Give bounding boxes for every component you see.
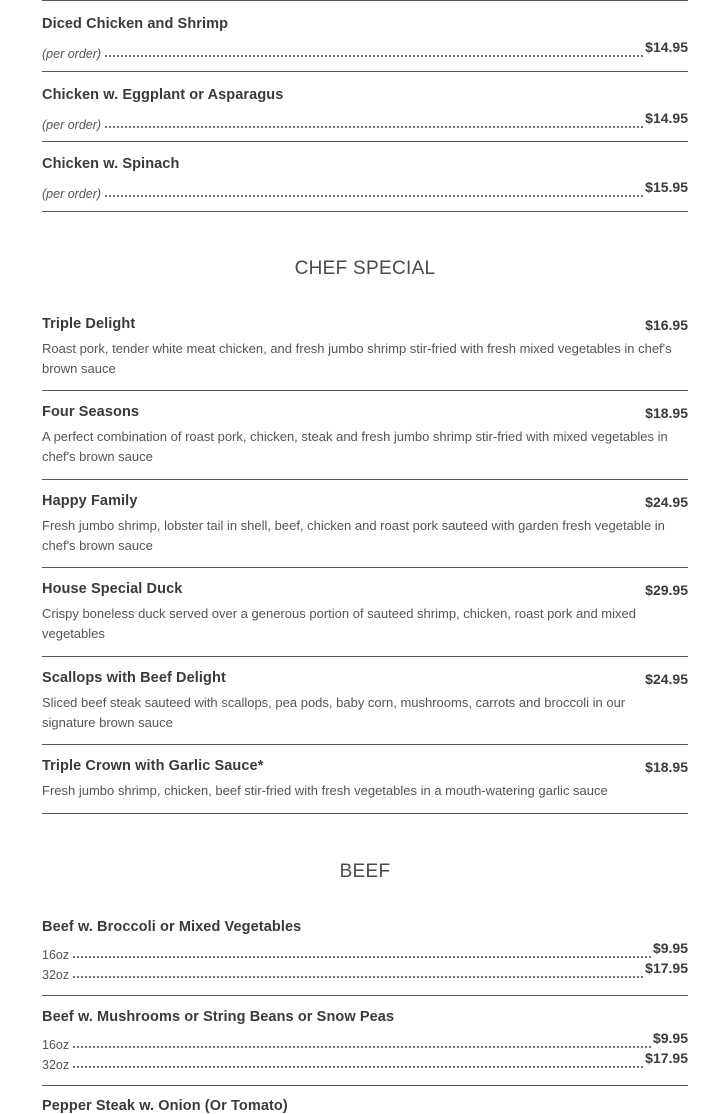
item-price: $14.95 <box>645 39 688 55</box>
price-row <box>42 1032 688 1052</box>
item-price: $17.95 <box>645 960 688 976</box>
price-row <box>42 112 688 132</box>
menu-item <box>42 72 688 141</box>
item-price: $16.95 <box>645 317 688 333</box>
item-name: Pepper Steak w. Onion (Or Tomato) <box>42 1098 288 1114</box>
item-description: Fresh jumbo shrimp, chicken, beef stir-fried with fresh vegetables in a mouth-watering garlic sauce <box>42 783 608 798</box>
chicken-section <box>42 0 688 212</box>
dot-leader <box>73 1066 643 1068</box>
divider <box>42 656 688 657</box>
section-title: BEEF <box>339 861 391 882</box>
menu-item <box>42 493 688 555</box>
item-name: House Special Duck <box>42 581 183 597</box>
item-price: $15.95 <box>645 179 688 195</box>
dot-leader <box>105 55 643 57</box>
divider <box>42 390 688 391</box>
item-name: Beef w. Mushrooms or String Beans or Snow Peas <box>42 1009 395 1025</box>
divider <box>42 211 688 212</box>
menu-item <box>42 581 688 643</box>
item-name: Triple Crown with Garlic Sauce* <box>42 758 264 774</box>
dot-leader <box>73 956 651 958</box>
item-price: $18.95 <box>645 405 688 421</box>
divider <box>42 1085 688 1086</box>
item-name: Chicken w. Spinach <box>42 156 180 172</box>
item-name: Four Seasons <box>42 404 140 420</box>
item-price: $9.95 <box>652 1030 688 1046</box>
item-price: $24.95 <box>645 671 688 687</box>
dot-leader <box>73 1046 651 1048</box>
item-name: Chicken w. Eggplant or Asparagus <box>42 87 284 103</box>
divider <box>42 744 688 745</box>
item-price: $24.95 <box>645 494 688 510</box>
item-description: Fresh jumbo shrimp, lobster tail in shell, beef, chicken and roast pork sauteed with garden fresh vegetable in chef's brown sauce <box>42 518 665 553</box>
size-label: 32oz <box>42 968 70 982</box>
item-name: Happy Family <box>42 493 138 509</box>
item-price: $14.95 <box>645 110 688 126</box>
price-row <box>42 1052 688 1072</box>
portion-label: (per order) <box>42 187 102 201</box>
divider <box>42 995 688 996</box>
price-row <box>42 962 688 982</box>
item-description: Roast pork, tender white meat chicken, and fresh jumbo shrimp stir-fried with fresh mixed vegetables in chef's brown sauce <box>42 341 672 376</box>
item-name: Triple Delight <box>42 316 136 332</box>
item-name: Diced Chicken and Shrimp <box>42 16 229 32</box>
menu-page <box>42 0 688 1114</box>
size-label: 16oz <box>42 1038 70 1052</box>
menu-item <box>42 1 688 71</box>
portion-label: (per order) <box>42 47 102 61</box>
menu-item <box>42 919 688 982</box>
menu-item <box>42 404 688 466</box>
item-price: $17.95 <box>645 1050 688 1066</box>
item-description: Sliced beef steak sauteed with scallops, pea pods, baby corn, mushrooms, carrots and broccoli in our signature brown sauce <box>42 695 626 730</box>
item-price: $18.95 <box>645 759 688 775</box>
divider <box>42 479 688 480</box>
menu-item <box>42 316 688 378</box>
dot-leader <box>105 126 643 128</box>
menu-item <box>42 758 688 801</box>
section-title: CHEF SPECIAL <box>294 258 436 279</box>
item-name: Beef w. Broccoli or Mixed Vegetables <box>42 919 302 935</box>
item-price: $29.95 <box>645 582 688 598</box>
dot-leader <box>105 195 643 197</box>
price-row <box>42 41 688 61</box>
item-description: Crispy boneless duck served over a generous portion of sauteed shrimp, chicken, roast pork and mixed vegetables <box>42 606 636 641</box>
portion-label: (per order) <box>42 118 102 132</box>
item-description: A perfect combination of roast pork, chicken, steak and fresh jumbo shrimp stir-fried with mixed vegetables in chef's brown sauce <box>42 429 668 464</box>
divider <box>42 567 688 568</box>
item-name: Scallops with Beef Delight <box>42 670 226 686</box>
menu-item <box>42 1009 688 1072</box>
menu-item <box>42 670 688 732</box>
dot-leader <box>73 976 643 978</box>
item-price: $9.95 <box>652 940 688 956</box>
menu-item <box>42 142 688 211</box>
divider <box>42 813 688 814</box>
size-label: 32oz <box>42 1058 70 1072</box>
price-row <box>42 181 688 201</box>
price-row <box>42 942 688 962</box>
menu-item <box>42 1098 688 1114</box>
size-label: 16oz <box>42 948 70 962</box>
